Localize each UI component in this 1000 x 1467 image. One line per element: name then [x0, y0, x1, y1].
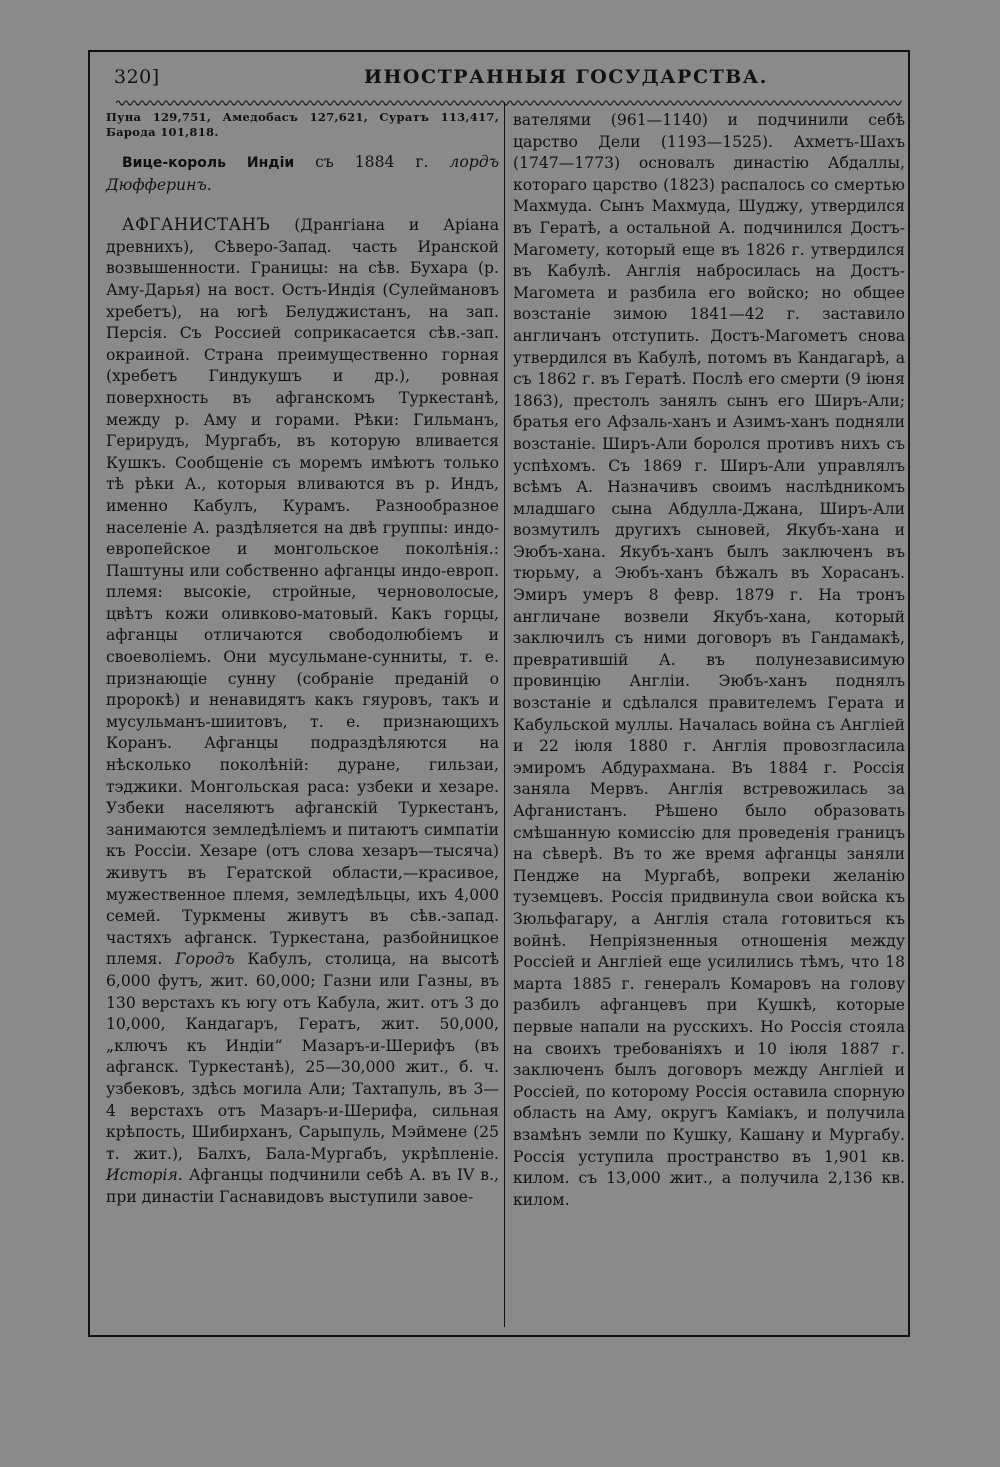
running-title: ИНОСТРАННЫЯ ГОСУДАРСТВА.	[364, 66, 768, 88]
viceroy-line	[106, 152, 499, 196]
cities-label: Городъ	[175, 950, 235, 969]
left-column	[106, 110, 499, 1209]
right-column	[513, 110, 905, 1211]
viceroy-name: лордъ Дюфферинъ.	[106, 153, 499, 194]
history-label: Исторія.	[106, 1166, 183, 1185]
entry-head-word: АФГАНИСТАНЪ	[122, 215, 271, 235]
afghanistan-entry	[106, 214, 499, 1208]
page-header	[114, 66, 898, 98]
right-column-text: вателями (961—1140) и подчинили себѣ царство Дели (1193—1525). Ахметъ-Шахъ (1747—1773) основалъ династію Абдаллы, котораго царство (1823) распалось со смертью Махмуда. Сынъ Махмуда, Шуджу, утвердился въ Гератѣ, а остальной А. подчинился Достъ-Магомету, который еще въ 1826 г. утвердился въ Кабулѣ. Англія набросилась на Достъ-Магомета и разбила его войско; но общее возстаніе зимою 1841—42 г. заставило англичанъ отступить. Достъ-Магометъ снова утвердился въ Кабулѣ, потомъ въ Кандагарѣ, а съ 1862 г. въ Гератѣ. Послѣ его смерти (9 іюня 1863), престолъ занялъ сынъ его Ширъ-Али; братья его Афзаль-ханъ и Азимъ-ханъ подняли возстаніе. Ширъ-Али боролся противъ нихъ съ успѣхомъ. Съ 1869 г. Ширъ-Али управлялъ всѣмъ А. Назначивъ своимъ наслѣдникомъ младшаго сына Абдулла-Джана, Ширъ-Али возмутилъ другихъ сыновей, Якубъ-хана и Эюбъ-хана. Якубъ-ханъ былъ заключенъ въ тюрьму, а Эюбъ-ханъ бѣжалъ въ Хорасанъ. Эмиръ умеръ 8 февр. 1879 г. На тронъ англичане возвели Якубъ-хана, который заключилъ съ ними договоръ въ Гандамакѣ, превратившій А. въ полунезависимую провинцію Англіи. Эюбъ-ханъ поднялъ возстаніе и сдѣлался правителемъ Герата и Кабульской муллы. Началась война съ Англіей и 22 іюля 1880 г. Англія провозгласила эмиромъ Абдурахмана. Въ 1884 г. Россія заняла Мервъ. Англія встревожилась за Афганистанъ. Рѣшено было образовать смѣшанную комиссію для проведенія границъ на сѣверѣ. Въ то же время афганцы заняли Пендже на Мургабѣ, вопреки желанію туземцевъ. Россія придвинула свои войска къ Зюльфагару, а Англія стала готовиться къ войнѣ. Непріязненныя отношенія между Россіей и Англіей еще усилились тѣмъ, что 18 марта 1885 г. генералъ Комаровъ на голову разбилъ афганцевъ при Кушкѣ, которые первые напали на русскихъ. Но Россія стояла на своихъ требованіяхъ и 10 іюля 1887 г. заключенъ былъ договоръ между Англіей и Россіей, по которому Россія оставила спорную область на Аму, округъ Каміакъ, и получила взамѣнъ земли по Кушку, Кашану и Мургабу. Россія уступила пространство въ 1,901 кв. килом. съ 13,000 жит., а получила 2,136 кв. килом.	[513, 111, 905, 1209]
entry-text-2: Кабулъ, столица, на высотѣ 6,000 футъ, жит. 60,000; Газни или Газны, въ 130 верстахъ къ югу отъ Кабула, жит. отъ 3 до 10,000, Кандагаръ, Гератъ, жит. 50,000, „ключъ къ Индіи“ Мазаръ-и-Шерифъ (въ афганск. Туркестанѣ), 25—30,000 жит., б. ч. узбековъ, здѣсь могила Али; Тахтапуль, въ 3—4 верстахъ отъ Мазаръ-и-Шерифа, сильная крѣпость, Шибирханъ, Сарыпуль, Мэймене (25 т. жит.), Балхъ, Бала-Мургабъ, укрѣпленіе.	[106, 950, 499, 1163]
page-frame	[88, 50, 910, 1337]
cities-line: Пуна 129,751, Амедобасъ 127,621, Суратъ 113,417, Барода 101,818.	[106, 110, 499, 139]
wavy-rule	[116, 98, 902, 108]
column-divider	[504, 102, 505, 1327]
viceroy-label: Вице-король Индіи	[122, 155, 295, 171]
page-number: 320]	[114, 66, 160, 88]
viceroy-rest: съ 1884 г.	[294, 153, 450, 171]
entry-text-3: Афганцы подчинили себѣ А. въ IV в., при династіи Гаснавидовъ выступили завое-	[106, 1166, 499, 1206]
entry-text-1: (Дрангіана и Аріана древнихъ), Сѣверо-Запад. часть Иранской возвышенности. Границы: на сѣв. Бухара (р. Аму-Дарья) на вост. Остъ-Индія (Сулеймановъ хребетъ), на югѣ Белуджистанъ, на зап. Персія. Съ Россией соприкасается сѣв.-зап. окраиной. Страна преимущественно горная (хребетъ Гиндукушъ и др.), ровная поверхность въ афганскомъ Туркестанѣ, между р. Аму и горами. Рѣки: Гильманъ, Герирудъ, Мургабъ, въ которую вливается Кушкъ. Сообщеніе съ моремъ имѣютъ только тѣ рѣки А., которыя вливаются въ р. Индъ, именно Кабулъ, Курамъ. Разнообразное населеніе А. раздѣляется на двѣ группы: индо-европейское и монгольское поколѣнія.: Паштуны или собственно афганцы индо-европ. племя: высокіе, стройные, черноволосые, цвѣтъ кожи оливково-матовый. Какъ горцы, афганцы отличаются свободолюбіемъ и своеволіемъ. Они мусульмане-сунниты, т. е. признающіе сунну (собраніе преданій о пророкѣ) и ненавидятъ какъ гяуровъ, такъ и мусульманъ-шиитовъ, т. е. признающихъ Коранъ. Афганцы подраздѣляются на нѣсколько поколѣній: дуране, гильзаи, тэджики. Монгольская раса: узбеки и хезаре. Узбеки населяютъ афганскій Туркестанъ, занимаются земледѣліемъ и питаютъ симпатіи къ Россіи. Хезаре (отъ слова хезаръ—тысяча) живутъ въ Гератской области,—красивое, мужественное племя, земледѣльцы, ихъ 4,000 семей. Туркмены живутъ въ сѣв.-запад. частяхъ афганск. Туркестана, разбойницкое племя.	[106, 216, 499, 969]
